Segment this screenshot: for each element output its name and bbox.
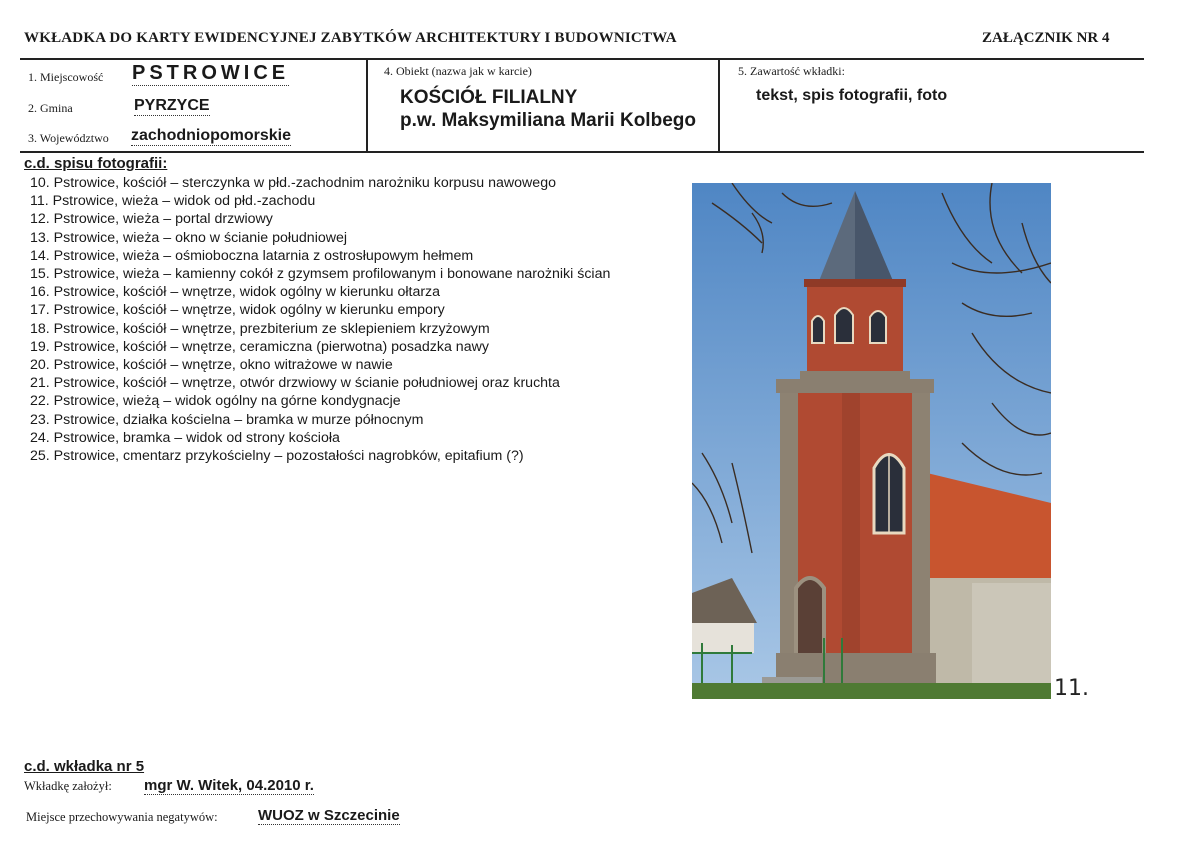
created-by-label: Wkładkę założył:	[24, 779, 112, 793]
divider-right	[718, 58, 720, 153]
commune-label: 2. Gmina	[28, 101, 73, 115]
voivodeship-label: 3. Województwo	[28, 131, 109, 145]
list-item: 15. Pstrowice, wieża – kamienny cokół z gzymsem profilowanym i bonowane narożniki ścian	[30, 266, 611, 283]
negatives-location-value: WUOZ w Szczecinie	[258, 807, 400, 824]
grass	[692, 683, 1051, 699]
list-item: 11. Pstrowice, wieża – widok od płd.-zachodu	[30, 193, 316, 210]
list-item: 13. Pstrowice, wieża – okno w ścianie południowej	[30, 229, 348, 246]
photo-number: 11.	[1054, 676, 1089, 701]
form-bottom-rule	[20, 151, 1144, 153]
list-item: 17. Pstrowice, kościół – wnętrze, widok ogólny w kierunku empory	[30, 302, 445, 319]
list-item: 24. Pstrowice, bramka – widok od strony kościoła	[30, 429, 340, 446]
created-by-value: mgr W. Witek, 04.2010 r.	[144, 777, 314, 794]
object-name-line1: KOŚCIÓŁ FILIALNY	[400, 87, 578, 108]
photo-list-heading: c.d. spisu fotografii:	[24, 155, 168, 172]
town-value: PSTROWICE	[132, 62, 290, 84]
voivodeship-value: zachodniopomorskie	[131, 127, 292, 144]
commune-value: PYRZYCE	[134, 97, 210, 114]
object-label: 4. Obiekt (nazwa jak w karcie)	[384, 64, 532, 78]
list-item: 23. Pstrowice, działka kościelna – bramka w murze północnym	[30, 411, 424, 428]
list-item: 20. Pstrowice, kościół – wnętrze, okno witrażowe w nawie	[30, 357, 393, 374]
annex-number: ZAŁĄCZNIK NR 4	[982, 30, 1110, 46]
next-insert-label: c.d. wkładka nr 5	[24, 758, 145, 775]
list-item: 18. Pstrowice, kościół – wnętrze, prezbiterium ze sklepieniem krzyżowym	[30, 320, 490, 337]
list-item: 16. Pstrowice, kościół – wnętrze, widok ogólny w kierunku ołtarza	[30, 284, 441, 301]
list-item: 14. Pstrowice, wieża – ośmioboczna latarnia z ostrosłupowym hełmem	[30, 247, 474, 264]
object-name-line2: p.w. Maksymiliana Marii Kolbego	[400, 110, 696, 131]
divider-left	[366, 58, 368, 153]
list-item: 22. Pstrowice, wieżą – widok ogólny na górne kondygnacje	[30, 393, 401, 410]
list-item: 12. Pstrowice, wieża – portal drzwiowy	[30, 211, 273, 228]
town-label: 1. Miejscowość	[28, 70, 104, 84]
top-rule	[20, 58, 1144, 60]
negatives-location-label: Miejsce przechowywania negatywów:	[26, 810, 218, 824]
list-item: 25. Pstrowice, cmentarz przykościelny – pozostałości nagrobków, epitafium (?)	[30, 448, 524, 465]
list-item: 21. Pstrowice, kościół – wnętrze, otwór drzwiowy w ścianie południowej oraz kruchta	[30, 375, 560, 392]
contents-label: 5. Zawartość wkładki:	[738, 64, 845, 78]
list-item: 10. Pstrowice, kościół – sterczynka w płd.-zachodnim narożniku korpusu nawowego	[30, 175, 556, 191]
contents-value: tekst, spis fotografii, foto	[756, 87, 948, 104]
document-title: WKŁADKA DO KARTY EWIDENCYJNEJ ZABYTKÓW ARCHITEKTURY I BUDOWNICTWA	[24, 30, 677, 46]
church-tower-photo	[692, 183, 1051, 699]
photo-list	[30, 174, 610, 465]
list-item: 19. Pstrowice, kościół – wnętrze, ceramiczna (pierwotna) posadzka nawy	[30, 338, 489, 355]
